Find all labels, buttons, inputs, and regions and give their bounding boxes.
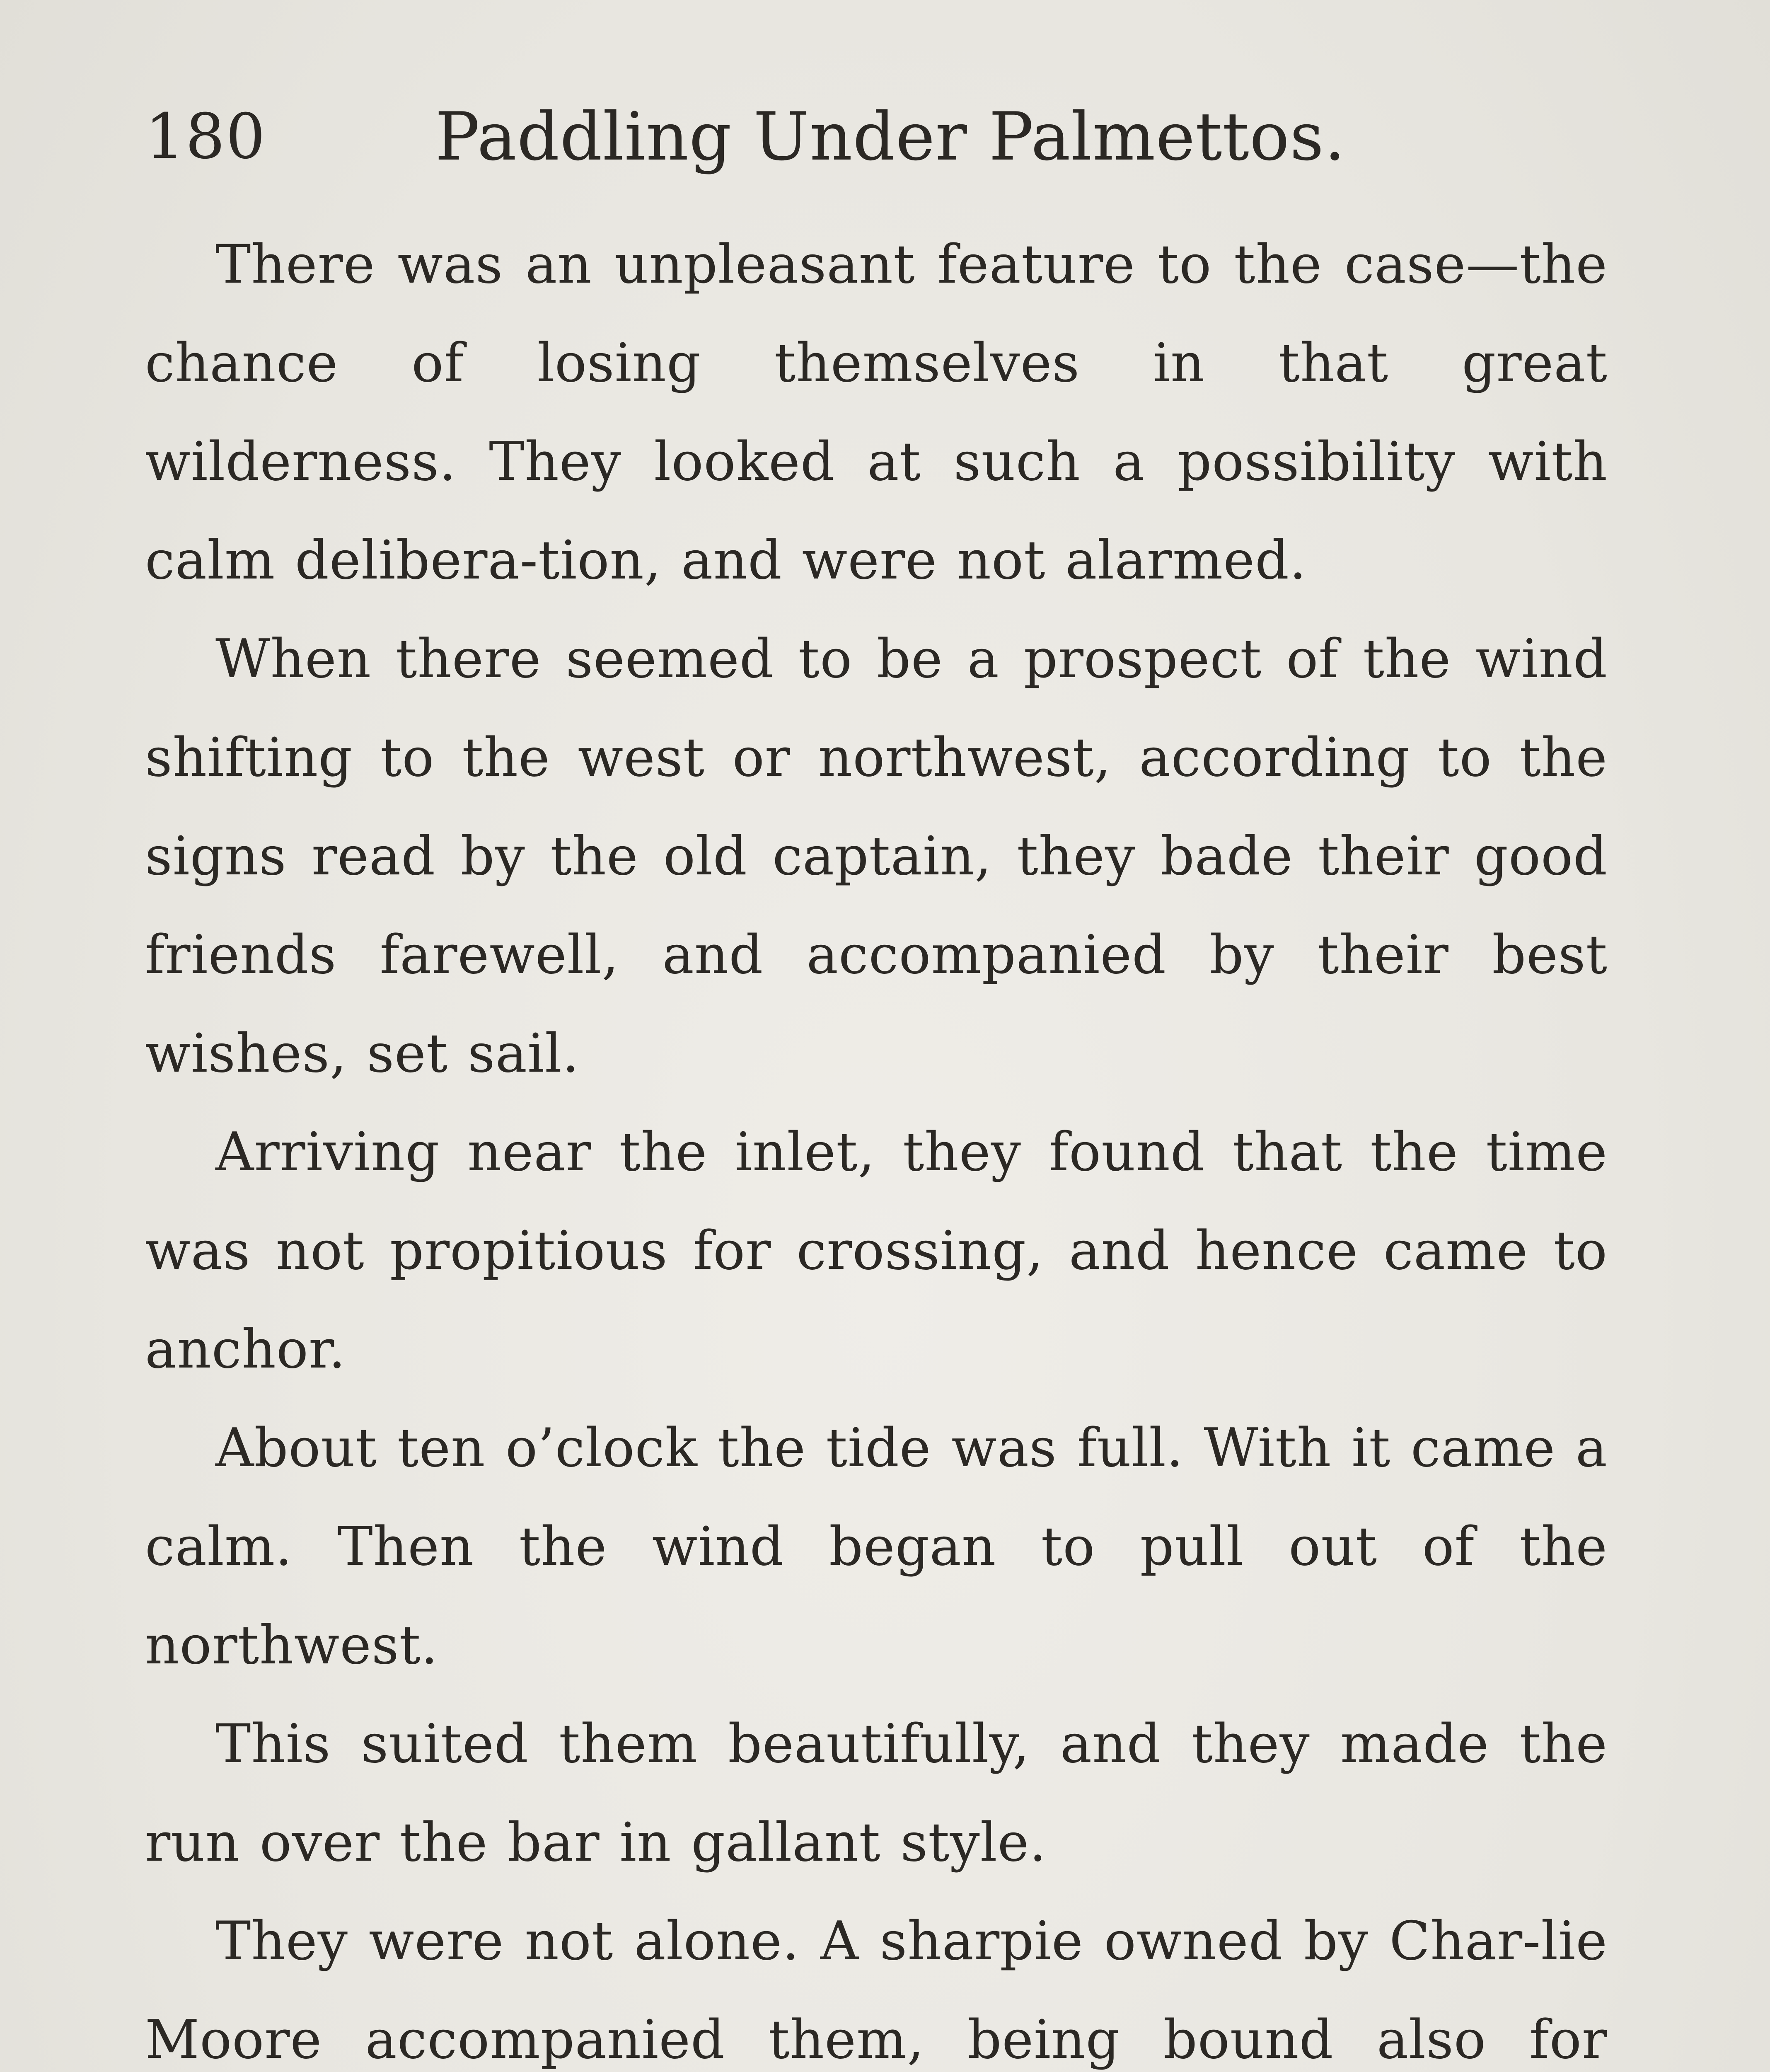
- paragraph: When there seemed to be a prospect of the wind shifting to the west or northwest, according to the signs read by the old captain, they bade their good friends farewell, and accompanied by their best wishes, set sail.: [145, 628, 1608, 1084]
- page-header: [145, 91, 1616, 182]
- body-text: [145, 215, 1608, 2072]
- paragraph: About ten o’clock the tide was full. With it came a calm. Then the wind began to pull out of the northwest.: [145, 1417, 1608, 1676]
- paragraph: Arriving near the inlet, they found that the time was not propitious for crossing, and hence came to anchor.: [145, 1121, 1608, 1380]
- paragraph: There was an unpleasant feature to the case—the chance of losing themselves in that great wilderness. They looked at such a possibility with calm delibera-tion, and were not alarmed.: [145, 234, 1608, 591]
- running-title: Paddling Under Palmettos.: [435, 98, 1346, 175]
- paragraph: They were not alone. A sharpie owned by Char-lie Moore accompanied them, being bound also for: [145, 1910, 1608, 2071]
- paragraph: This suited them beautifully, and they made the run over the bar in gallant style.: [145, 1713, 1608, 1874]
- page-number: 180: [145, 101, 266, 173]
